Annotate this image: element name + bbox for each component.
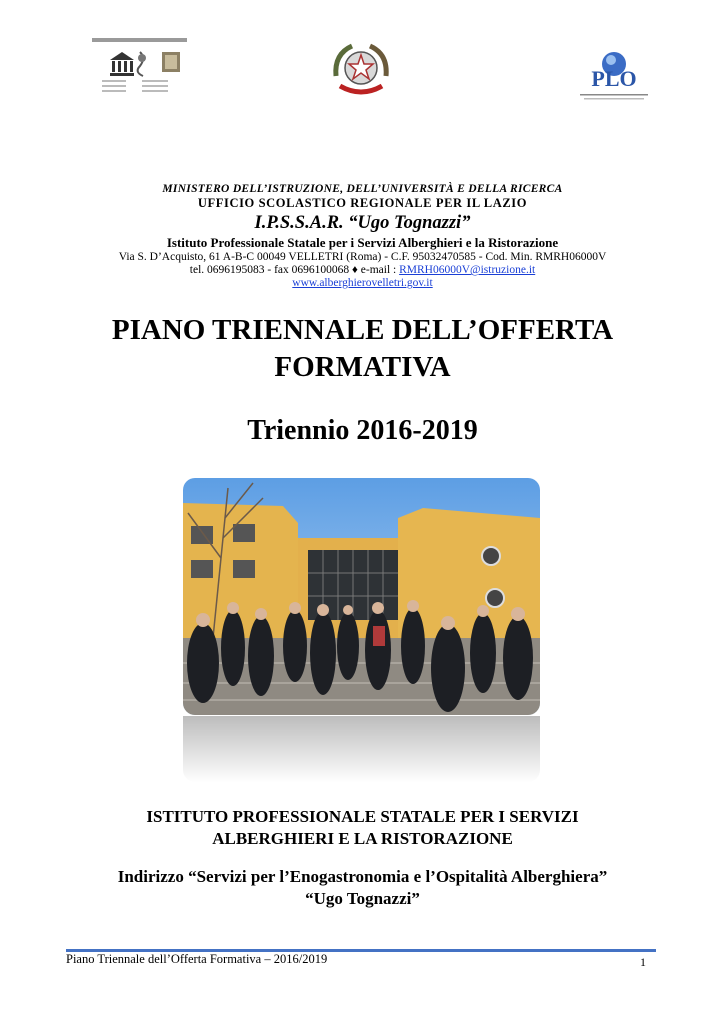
website-link[interactable]: www.alberghierovelletri.gov.it (292, 277, 433, 290)
footer-text: Piano Triennale dell’Offerta Formativa – 2016/2019 (66, 952, 328, 966)
ufficio-line: UFFICIO SCOLASTICO REGIONALE PER IL LAZIO (197, 196, 528, 211)
indirizzo-block (0, 866, 725, 909)
photo-reflection (183, 716, 540, 782)
school-building-photo (183, 478, 540, 715)
svg-text:PLO: PLO (591, 66, 637, 91)
triennio-subtitle: Triennio 2016-2019 (247, 415, 478, 446)
logo-row (0, 30, 725, 110)
institute-title (0, 806, 725, 849)
italian-republic-emblem (330, 38, 392, 100)
email-link[interactable]: RMRH06000V@istruzione.it (399, 264, 536, 277)
tel-fax-text: tel. 0696195083 - fax 0696100068 ♦ e-mail : (189, 264, 397, 277)
institute-line-2: ALBERGHIERI E LA RISTORAZIONE (212, 828, 513, 848)
title-line-1: PIANO TRIENNALE DELL’OFFERTA (111, 314, 614, 346)
contact-line (0, 264, 725, 277)
document-title (0, 312, 725, 386)
unesco-logo (92, 38, 187, 96)
address-line: Via S. D’Acquisto, 61 A-B-C 00049 VELLETRI (Roma) - C.F. 95032470585 - Cod. Min. RMRH06000V (118, 250, 607, 263)
page-number: 1 (640, 955, 646, 969)
istituto-line: Istituto Professionale Statale per i Servizi Alberghieri e la Ristorazione (166, 234, 559, 250)
website-line (0, 277, 725, 290)
indirizzo-line-1: Indirizzo “Servizi per l’Enogastronomia e l’Ospitalità Alberghiera” (117, 867, 608, 886)
school-name: I.P.S.S.A.R. “Ugo Tognazzi” (254, 212, 471, 233)
ministero-line: MINISTERO DELL’ISTRUZIONE, DELL’UNIVERSITÀ E DELLA RICERCA (162, 183, 563, 195)
indirizzo-line-2: “Ugo Tognazzi” (305, 888, 420, 908)
institute-line-1: ISTITUTO PROFESSIONALE STATALE PER I SERVIZI (146, 807, 579, 826)
school-header (0, 183, 725, 290)
plo-logo (574, 44, 654, 102)
title-line-2: FORMATIVA (274, 351, 451, 384)
